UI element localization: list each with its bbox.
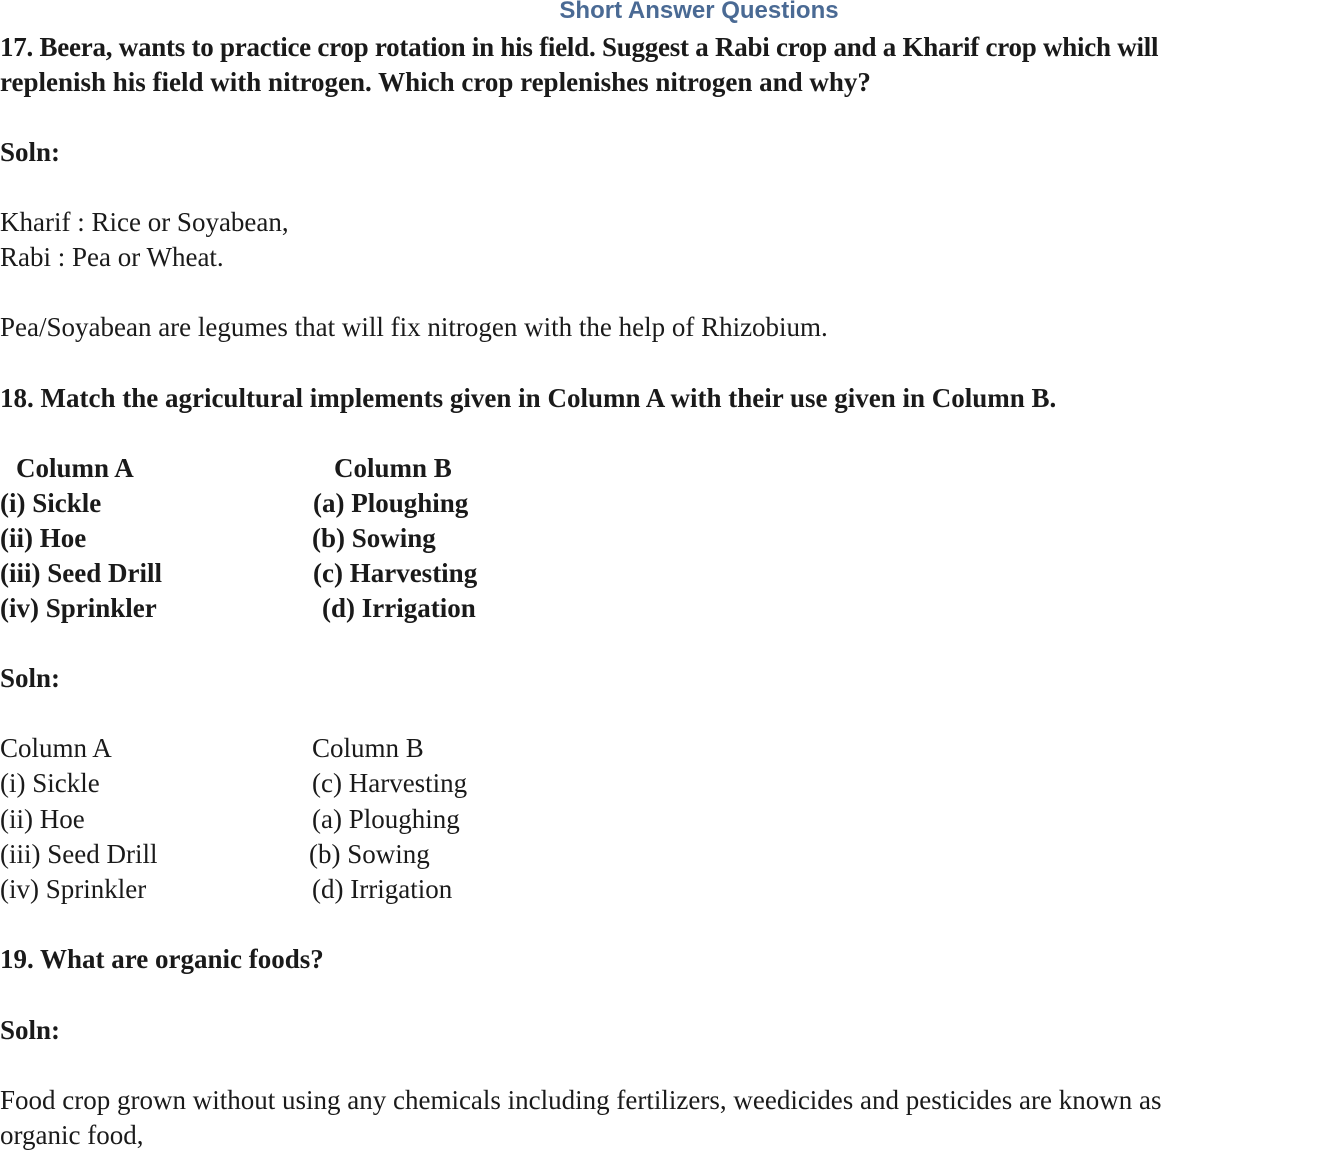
q18-row-a: (i) Sickle	[0, 488, 102, 518]
q18-answer-row-a: (ii) Hoe	[0, 804, 85, 834]
q17-answer-rabi: Rabi : Pea or Wheat.	[0, 242, 224, 272]
q18-row-a: (iv) Sprinkler	[0, 593, 157, 623]
q18-answer-row-b: (a) Ploughing	[312, 804, 460, 834]
q18-answer-row-b: (c) Harvesting	[312, 768, 468, 798]
page-header: Short Answer Questions	[559, 0, 839, 24]
q18-answer-col-a-header: Column A	[0, 733, 112, 763]
q18-row-b: (d) Irrigation	[322, 593, 476, 623]
q17-question-line-1: 17. Beera, wants to practice crop rotation in his field. Suggest a Rabi crop and a Kharif crop which will	[0, 32, 1159, 62]
q17-answer-kharif: Kharif : Rice or Soyabean,	[0, 207, 289, 237]
q18-answer-row-a: (iv) Sprinkler	[0, 874, 147, 904]
q19-answer-line-2: organic food,	[0, 1120, 144, 1150]
q18-col-a-header: Column A	[16, 453, 134, 483]
q18-row-a: (ii) Hoe	[0, 523, 87, 553]
q18-col-b-header: Column B	[334, 453, 452, 483]
q18-answer-col-b-header: Column B	[312, 733, 424, 763]
q18-soln-label: Soln:	[0, 663, 61, 693]
q18-answer-row-b: (d) Irrigation	[312, 874, 453, 904]
q18-answer-row-b: (b) Sowing	[309, 839, 430, 869]
q18-row-b: (b) Sowing	[312, 523, 436, 553]
q19-soln-label: Soln:	[0, 1015, 61, 1045]
q18-question: 18. Match the agricultural implements given in Column A with their use given in Column B.	[0, 383, 1057, 413]
q18-row-b: (c) Harvesting	[313, 558, 478, 588]
q18-answer-row-a: (iii) Seed Drill	[0, 839, 158, 869]
q18-row-a: (iii) Seed Drill	[0, 558, 162, 588]
q17-soln-label: Soln:	[0, 137, 61, 167]
q19-answer-line-1: Food crop grown without using any chemicals including fertilizers, weedicides and pesticides are known as	[0, 1085, 1162, 1115]
q18-answer-row-a: (i) Sickle	[0, 768, 100, 798]
q19-question: 19. What are organic foods?	[0, 944, 324, 974]
q17-question-line-2: replenish his field with nitrogen. Which crop replenishes nitrogen and why?	[0, 67, 871, 97]
q17-answer-legumes: Pea/Soyabean are legumes that will fix nitrogen with the help of Rhizobium.	[0, 312, 828, 342]
q18-row-b: (a) Ploughing	[313, 488, 469, 518]
